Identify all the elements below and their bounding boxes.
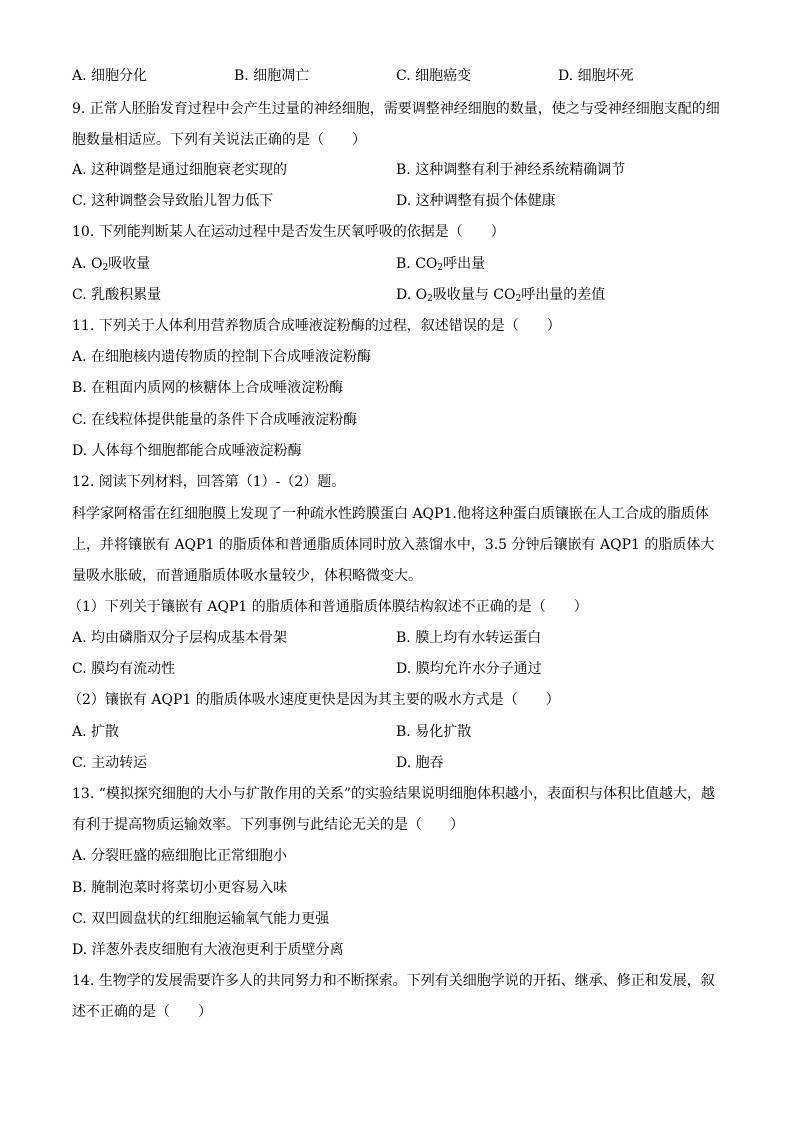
q9-stem: 9. 正常人胚胎发育过程中会产生过量的神经细胞，需要调整神经细胞的数量，使之与受神经细胞支配的细胞数量相适应。下列有关说法正确的是（ ） xyxy=(72,101,720,148)
q12-material: 科学家阿格雷在红细胞膜上发现了一种疏水性跨膜蛋白 AQP1.他将这种蛋白质镶嵌在人工合成的脂质体上，并将镶嵌有 AQP1 的脂质体和普通脂质体同时放入蒸馏水中，3.5 分钟后镶嵌有 AQP1 的脂质体大量吸水胀破，而普通脂质体吸水量较少，体积略微变大。 xyxy=(72,506,715,584)
q13-option-d: D. 洋葱外表皮细胞有大液泡更利于质壁分离 xyxy=(72,942,344,958)
q12-sub2-option-a: A. 扩散 xyxy=(72,724,120,740)
q9-option-a: A. 这种调整是通过细胞衰老实现的 xyxy=(72,162,288,178)
q11-option-d: D. 人体每个细胞都能合成唾液淀粉酶 xyxy=(72,443,302,459)
q9-option-d: D. 这种调整有损个体健康 xyxy=(396,193,556,209)
q13-stem: 13. “模拟探究细胞的大小与扩散作用的关系”的实验结果说明细胞体积越小，表面积与体积比值越大，越有利于提高物质运输效率。下列事例与此结论无关的是（ ） xyxy=(72,786,716,833)
q12-sub1-stem: （1）下列关于镶嵌有 AQP1 的脂质体和普通脂质体膜结构叙述不正确的是（ ） xyxy=(68,599,588,615)
q12-sub2-option-c: C. 主动转运 xyxy=(72,755,148,771)
q8-option-c: C. 细胞癌变 xyxy=(396,68,472,84)
q12-sub1-option-a: A. 均由磷脂双分子层构成基本骨架 xyxy=(72,630,288,646)
q12-sub1-option-d: D. 膜均允许水分子通过 xyxy=(396,661,542,677)
q10-option-c: C. 乳酸积累量 xyxy=(72,287,162,303)
q12-sub2-option-d: D. 胞吞 xyxy=(396,755,444,771)
q10-option-d: D. $O_2$吸收量与 $CO_2$呼出量的差值 xyxy=(396,287,606,304)
q10-stem: 10. 下列能判断某人在运动过程中是否发生厌氧呼吸的依据是（ ） xyxy=(72,224,505,240)
q12-sub2-option-b: B. 易化扩散 xyxy=(396,724,472,740)
q11-option-c: C. 在线粒体提供能量的条件下合成唾液淀粉酶 xyxy=(72,412,358,428)
q8-option-d: D. 细胞坏死 xyxy=(558,68,634,84)
q10-option-b: B. $CO_2$呼出量 xyxy=(396,256,486,273)
q11-stem: 11. 下列关于人体利用营养物质合成唾液淀粉酶的过程，叙述错误的是（ ） xyxy=(72,318,561,334)
q12-sub1-option-c: C. 膜均有流动性 xyxy=(72,661,176,677)
q9-option-b: B. 这种调整有利于神经系统精确调节 xyxy=(396,162,626,178)
q10-option-a: A. $O_2$吸收量 xyxy=(72,256,151,273)
q13-option-a: A. 分裂旺盛的癌细胞比正常细胞小 xyxy=(72,848,288,864)
q9-option-c: C. 这种调整会导致胎儿智力低下 xyxy=(72,193,274,209)
q11-option-b: B. 在粗面内质网的核糖体上合成唾液淀粉酶 xyxy=(72,380,344,396)
q8-option-a: A. 细胞分化 xyxy=(72,68,148,84)
q13-option-c: C. 双凹圆盘状的红细胞运输氧气能力更强 xyxy=(72,911,330,927)
q12-sub2-stem: （2）镶嵌有 AQP1 的脂质体吸水速度更快是因为其主要的吸水方式是（ ） xyxy=(68,692,560,708)
q14-stem: 14. 生物学的发展需要许多人的共同努力和不断探索。下列有关细胞学说的开拓、继承、修正和发展，叙述不正确的是（ ） xyxy=(72,973,715,1020)
q8-option-b: B. 细胞凋亡 xyxy=(234,68,310,84)
q12-stem: 12. 阅读下列材料，回答第（1）-（2）题。 xyxy=(72,474,346,490)
q12-sub1-option-b: B. 膜上均有水转运蛋白 xyxy=(396,630,542,646)
q11-option-a: A. 在细胞核内遗传物质的控制下合成唾液淀粉酶 xyxy=(72,349,372,365)
q13-option-b: B. 腌制泡菜时将菜切小更容易入味 xyxy=(72,880,288,896)
